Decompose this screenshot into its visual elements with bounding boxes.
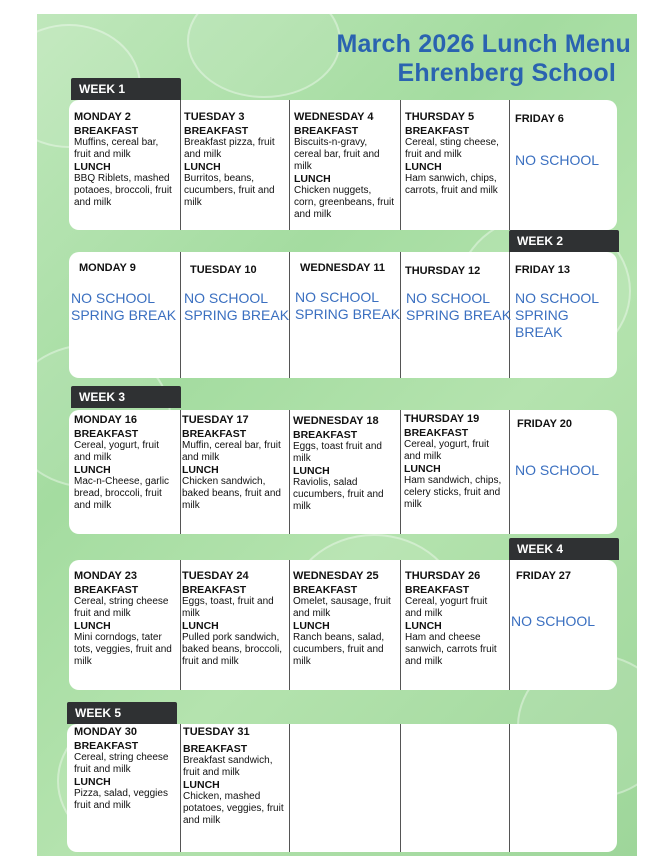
day-cell (517, 418, 613, 432)
no-school-note (184, 290, 289, 324)
column-divider (180, 100, 181, 230)
day-heading: THURSDAY 12 (405, 265, 481, 277)
no-school-text: NO SCHOOL (295, 289, 380, 305)
spring-break-text: SPRING BREAK (406, 307, 512, 323)
day-heading: WEDNESDAY 25 (293, 570, 379, 582)
lunch-label: LUNCH (184, 161, 221, 173)
column-divider (289, 252, 290, 378)
no-school-note (515, 290, 617, 341)
lunch-items: Ham sanwich, chips, carrots, fruit and milk (405, 173, 498, 196)
column-divider (180, 252, 181, 378)
day-cell (184, 111, 286, 209)
lunch-label: LUNCH (405, 620, 442, 632)
no-school-text: NO SCHOOL (71, 290, 156, 306)
spring-break-text: SPRING BREAK (71, 307, 177, 323)
day-heading: FRIDAY 6 (515, 113, 564, 125)
day-heading: TUESDAY 17 (182, 414, 249, 426)
lunch-items: Pizza, salad, veggies fruit and milk (74, 788, 168, 811)
column-divider (180, 724, 181, 852)
lunch-label: LUNCH (74, 161, 111, 173)
lunch-items: BBQ Riblets, mashed potaoes, broccoli, fruit and milk (74, 173, 172, 208)
lunch-label: LUNCH (182, 620, 219, 632)
day-heading: FRIDAY 13 (515, 264, 571, 276)
lunch-label: LUNCH (405, 161, 442, 173)
lunch-items: Mac-n-Cheese, garlic bread, broccoli, fruit and milk (74, 476, 170, 511)
title-line-2: Ehrenberg School (397, 59, 616, 87)
title-line-1: March 2026 Lunch Menu (336, 30, 631, 58)
breakfast-items: Cereal, yogurt, fruit and milk (74, 440, 160, 463)
column-divider (509, 724, 510, 852)
week-5-tab: WEEK 5 (67, 702, 177, 724)
breakfast-label: BREAKFAST (182, 428, 247, 440)
day-cell (293, 415, 397, 513)
day-heading: MONDAY 30 (74, 726, 137, 738)
spring-break-text: SPRING BREAK (184, 307, 290, 323)
no-school-text: NO SCHOOL (184, 290, 269, 306)
breakfast-items: Muffin, cereal bar, fruit and milk (182, 440, 281, 463)
lunch-items: Chicken nuggets, corn, greenbeans, fruit and milk (294, 185, 395, 220)
lunch-items: Raviolis, salad cucumbers, fruit and milk (293, 477, 384, 512)
breakfast-label: BREAKFAST (74, 584, 139, 596)
breakfast-label: BREAKFAST (74, 428, 139, 440)
week-2-card (69, 252, 617, 378)
week-2-tab: WEEK 2 (509, 230, 619, 252)
column-divider (509, 100, 510, 230)
day-heading: MONDAY 16 (74, 414, 137, 426)
breakfast-label: BREAKFAST (74, 125, 139, 137)
column-divider (400, 560, 401, 690)
breakfast-items: Breakfast pizza, fruit and milk (184, 137, 275, 160)
day-cell (405, 570, 505, 668)
day-heading: WEDNESDAY 4 (294, 111, 374, 123)
breakfast-label: BREAKFAST (405, 584, 470, 596)
lunch-items: Chicken sandwich, baked beans, fruit and milk (182, 476, 281, 511)
day-cell (183, 726, 287, 827)
breakfast-items: Cereal, yogurt, fruit and milk (404, 439, 490, 462)
lunch-label: LUNCH (293, 620, 330, 632)
no-school-note (406, 290, 511, 324)
day-heading: WEDNESDAY 11 (300, 262, 385, 274)
lunch-items: Mini corndogs, tater tots, veggies, fruit and milk (74, 632, 172, 667)
day-cell (182, 570, 286, 668)
day-heading: FRIDAY 27 (516, 570, 572, 582)
column-divider (289, 560, 290, 690)
day-cell (74, 111, 176, 209)
lunch-label: LUNCH (183, 779, 220, 791)
breakfast-items: Biscuits-n-gravy, cereal bar, fruit and milk (294, 137, 380, 172)
week-4-tab: WEEK 4 (509, 538, 619, 560)
day-heading: MONDAY 2 (74, 111, 131, 123)
day-cell (404, 413, 506, 511)
day-heading: TUESDAY 10 (190, 264, 257, 276)
no-school-note (295, 289, 400, 323)
column-divider (400, 724, 401, 852)
day-cell (515, 113, 611, 127)
day-heading: MONDAY 23 (74, 570, 137, 582)
column-divider (400, 252, 401, 378)
no-school-note: NO SCHOOL (511, 613, 596, 629)
lunch-items: Burritos, beans, cucumbers, fruit and milk (184, 173, 275, 208)
column-divider (400, 100, 401, 230)
day-heading: WEDNESDAY 18 (293, 415, 379, 427)
lunch-items: Pulled pork sandwich, baked beans, broccoli, fruit and milk (182, 632, 283, 667)
lunch-label: LUNCH (182, 464, 219, 476)
lunch-label: LUNCH (404, 463, 441, 475)
breakfast-items: Eggs, toast, fruit and milk (182, 596, 274, 619)
day-cell (294, 111, 396, 221)
week-3-tab: WEEK 3 (71, 386, 181, 408)
no-school-text: NO SCHOOL (406, 290, 491, 306)
breakfast-label: BREAKFAST (184, 125, 249, 137)
breakfast-label: BREAKFAST (183, 743, 248, 755)
breakfast-label: BREAKFAST (293, 429, 358, 441)
column-divider (289, 724, 290, 852)
no-school-note (71, 290, 176, 324)
menu-page (37, 14, 637, 856)
day-cell (405, 111, 505, 197)
breakfast-label: BREAKFAST (294, 125, 359, 137)
breakfast-items: Cereal, string cheese fruit and milk (74, 752, 169, 775)
day-cell (182, 414, 286, 512)
lunch-label: LUNCH (294, 173, 331, 185)
breakfast-items: Cereal, string cheese fruit and milk (74, 596, 169, 619)
breakfast-items: Cereal, sting cheese, fruit and milk (405, 137, 499, 160)
lunch-items: Ham and cheese sanwich, carrots fruit and milk (405, 632, 497, 667)
lunch-items: Ranch beans, salad, cucumbers, fruit and milk (293, 632, 385, 667)
breakfast-items: Cereal, yogurt fruit and milk (405, 596, 488, 619)
spring-break-text: SPRING BREAK (295, 306, 401, 322)
lunch-label: LUNCH (74, 776, 111, 788)
lunch-items: Ham sandwich, chips, celery sticks, fruit and milk (404, 475, 502, 510)
breakfast-label: BREAKFAST (293, 584, 358, 596)
breakfast-label: BREAKFAST (74, 740, 139, 752)
week-3-card (69, 410, 617, 534)
lunch-items: Chicken, mashed potatoes, veggies, fruit and milk (183, 791, 284, 826)
day-heading: MONDAY 9 (79, 262, 136, 274)
column-divider (180, 560, 181, 690)
breakfast-items: Breakfast sandwich, fruit and milk (183, 755, 273, 778)
column-divider (180, 410, 181, 534)
day-heading: TUESDAY 3 (184, 111, 245, 123)
day-heading: TUESDAY 31 (183, 726, 250, 738)
no-school-note: NO SCHOOL (515, 152, 600, 168)
day-cell (293, 570, 397, 668)
column-divider (509, 560, 510, 690)
lunch-label: LUNCH (74, 464, 111, 476)
day-cell (74, 726, 178, 812)
week-5-card (67, 724, 617, 852)
week-1-card (69, 100, 617, 230)
no-school-note: NO SCHOOL (515, 462, 600, 478)
week-1-tab: WEEK 1 (71, 78, 181, 100)
lunch-label: LUNCH (293, 465, 330, 477)
column-divider (400, 410, 401, 534)
breakfast-label: BREAKFAST (405, 125, 470, 137)
breakfast-items: Muffins, cereal bar, fruit and milk (74, 137, 159, 160)
day-heading: THURSDAY 5 (405, 111, 475, 123)
column-divider (289, 410, 290, 534)
day-heading: FRIDAY 20 (517, 418, 573, 430)
breakfast-items: Eggs, toast fruit and milk (293, 441, 382, 464)
day-cell (74, 414, 176, 512)
day-cell (74, 570, 176, 668)
column-divider (289, 100, 290, 230)
lunch-label: LUNCH (74, 620, 111, 632)
column-divider (509, 410, 510, 534)
breakfast-items: Omelet, sausage, fruit and milk (293, 596, 391, 619)
day-heading: THURSDAY 26 (405, 570, 481, 582)
breakfast-label: BREAKFAST (182, 584, 247, 596)
breakfast-label: BREAKFAST (404, 427, 469, 439)
spring-break-text: SPRING BREAK (515, 307, 569, 340)
no-school-text: NO SCHOOL (515, 290, 600, 306)
day-heading: TUESDAY 24 (182, 570, 249, 582)
day-cell (516, 570, 612, 584)
week-4-card (69, 560, 617, 690)
day-heading: THURSDAY 19 (404, 413, 480, 425)
